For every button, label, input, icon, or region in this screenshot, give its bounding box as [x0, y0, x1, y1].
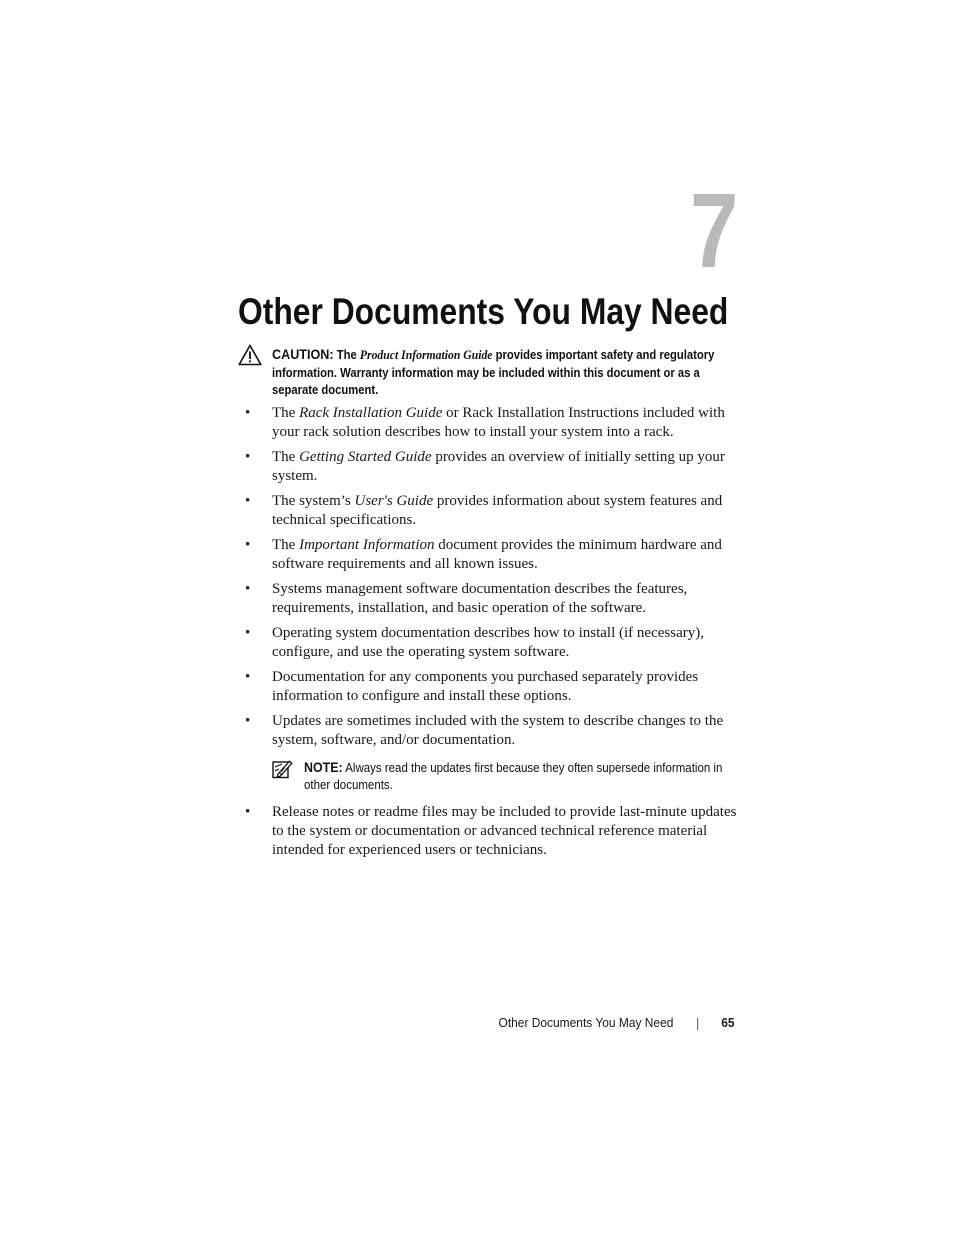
note-text: Always read the updates first because they often supersede information in other documents.	[304, 761, 723, 792]
list-item-text: Systems management software documentation describes the features, requirements, installation, and basic operation of the software.	[272, 581, 688, 616]
bullet-marker: •	[245, 405, 251, 421]
documents-list	[240, 404, 740, 860]
list-item-post: document provides the minimum hardware and software requirements and all known issues.	[272, 537, 722, 572]
list-item	[240, 712, 740, 750]
pencil-note-icon	[272, 759, 293, 779]
bullet-marker: •	[245, 449, 251, 465]
footer-section-title: Other Documents You May Need	[498, 1015, 674, 1030]
caution-doc-title: Product Information Guide	[359, 347, 493, 362]
caution-icon	[238, 344, 262, 366]
page-title: Other Documents You May Need	[238, 291, 729, 332]
caution-body: provides important safety and regulatory information. Warranty information may be included within this document or as a separate document.	[272, 348, 715, 397]
list-item-doc-title: Important Information	[299, 537, 435, 553]
page-footer	[499, 1015, 735, 1030]
caution-pre: The	[336, 348, 357, 362]
list-item	[240, 404, 740, 442]
list-item	[240, 668, 740, 706]
bullet-marker: •	[245, 493, 251, 509]
bullet-marker: •	[245, 713, 251, 729]
list-item-pre: The	[272, 537, 300, 553]
list-item	[240, 803, 740, 860]
list-item	[240, 448, 740, 486]
bullet-marker: •	[245, 669, 251, 685]
list-item-text: Documentation for any components you purchased separately provides information to configure and install these options.	[272, 669, 699, 704]
list-item-text: Operating system documentation describes how to install (if necessary), configure, and use the operating system software.	[272, 625, 704, 660]
list-item-text: Release notes or readme files may be included to provide last-minute updates to the system or documentation or advanced technical reference material intended for experienced users or technicians.	[272, 804, 737, 858]
caution-label: CAUTION:	[272, 346, 334, 362]
list-item-pre: The	[272, 405, 300, 421]
list-item-post: provides an overview of initially setting up your system.	[272, 449, 725, 484]
note-label: NOTE:	[304, 760, 343, 775]
list-item	[240, 580, 740, 618]
footer-divider	[698, 1018, 699, 1030]
bullet-marker: •	[245, 537, 251, 553]
list-item	[240, 536, 740, 574]
page-number: 65	[721, 1015, 735, 1030]
chapter-number: 7	[690, 172, 737, 290]
note-notice	[272, 759, 734, 794]
list-item-post: or Rack Installation Instructions included with your rack solution describes how to install your system into a rack.	[272, 405, 725, 440]
list-item-text: Updates are sometimes included with the system to describe changes to the system, software, and/or documentation.	[272, 713, 724, 748]
list-item-doc-title: Rack Installation Guide	[299, 405, 443, 421]
bullet-marker: •	[245, 581, 251, 597]
list-item-post: provides information about system features and technical specifications.	[272, 493, 723, 528]
list-item-doc-title: User's Guide	[354, 493, 434, 509]
list-item	[240, 624, 740, 662]
list-item-doc-title: Getting Started Guide	[299, 449, 432, 465]
bullet-marker: •	[245, 625, 251, 641]
list-item-pre: The system’s	[272, 493, 355, 509]
list-item	[240, 492, 740, 530]
bullet-marker: •	[245, 804, 251, 820]
caution-notice	[272, 346, 722, 400]
list-item-pre: The	[272, 449, 300, 465]
